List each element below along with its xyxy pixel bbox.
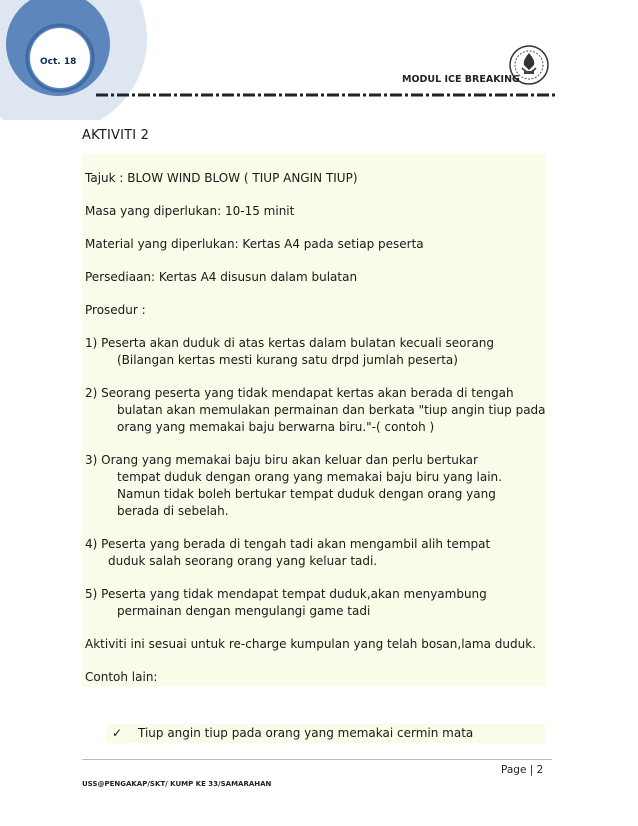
header-title: MODUL ICE BREAKING [402,74,520,85]
page-number: Page | 2 [501,764,544,776]
title-row: Tajuk : BLOW WIND BLOW ( TIUP ANGIN TIUP) [82,170,545,187]
footer-divider [82,759,552,760]
other-examples-heading: Contoh lain: [82,669,545,686]
procedure-step-2: 2) Seorang peserta yang tidak mendapat kertas akan berada di tengah bulatan akan memulakan permainan dan berkata "tiup angin tiup pada orang yang memakai baju berwarna biru."-( contoh ) [82,385,545,436]
material-row: Material yang diperlukan: Kertas A4 pada setiap peserta [82,236,545,253]
preparation-row: Persediaan: Kertas A4 disusun dalam bulatan [82,269,545,286]
footer-text: USS@PENGAKAP/SKT/ KUMP KE 33/SAMARAHAN [82,780,272,788]
check-icon: ✓ [112,726,123,740]
activity-content [82,154,545,686]
procedure-step-5: 5) Peserta yang tidak mendapat tempat duduk,akan menyambung permainan dengan mengulangi game tadi [82,586,545,620]
header-circles-decoration [0,0,160,120]
example-bullet-item [106,724,545,743]
header-date: Oct. 18 [40,57,77,67]
procedure-step-1: 1) Peserta akan duduk di atas kertas dalam bulatan kecuali seorang (Bilangan kertas mesti kurang satu drpd jumlah peserta) [82,335,545,369]
procedure-step-3: 3) Orang yang memakai baju biru akan keluar dan perlu bertukar tempat duduk dengan orang yang memakai baju biru yang lain. Namun tidak boleh bertukar tempat duduk dengan orang yang berada di sebelah. [82,452,545,520]
procedure-heading-row: Prosedur : [82,302,545,319]
duration-row: Masa yang diperlukan: 10-15 minit [82,203,545,220]
suitability-note: Aktiviti ini sesuai untuk re-charge kumpulan yang telah bosan,lama duduk. [82,636,545,653]
decorative-dash-line [96,92,558,98]
procedure-step-4: 4) Peserta yang berada di tengah tadi akan mengambil alih tempat duduk salah seorang orang yang keluar tadi. [82,536,545,570]
example-bullet-text: Tiup angin tiup pada orang yang memakai cermin mata [138,726,474,740]
activity-heading: AKTIVITI 2 [82,128,150,143]
